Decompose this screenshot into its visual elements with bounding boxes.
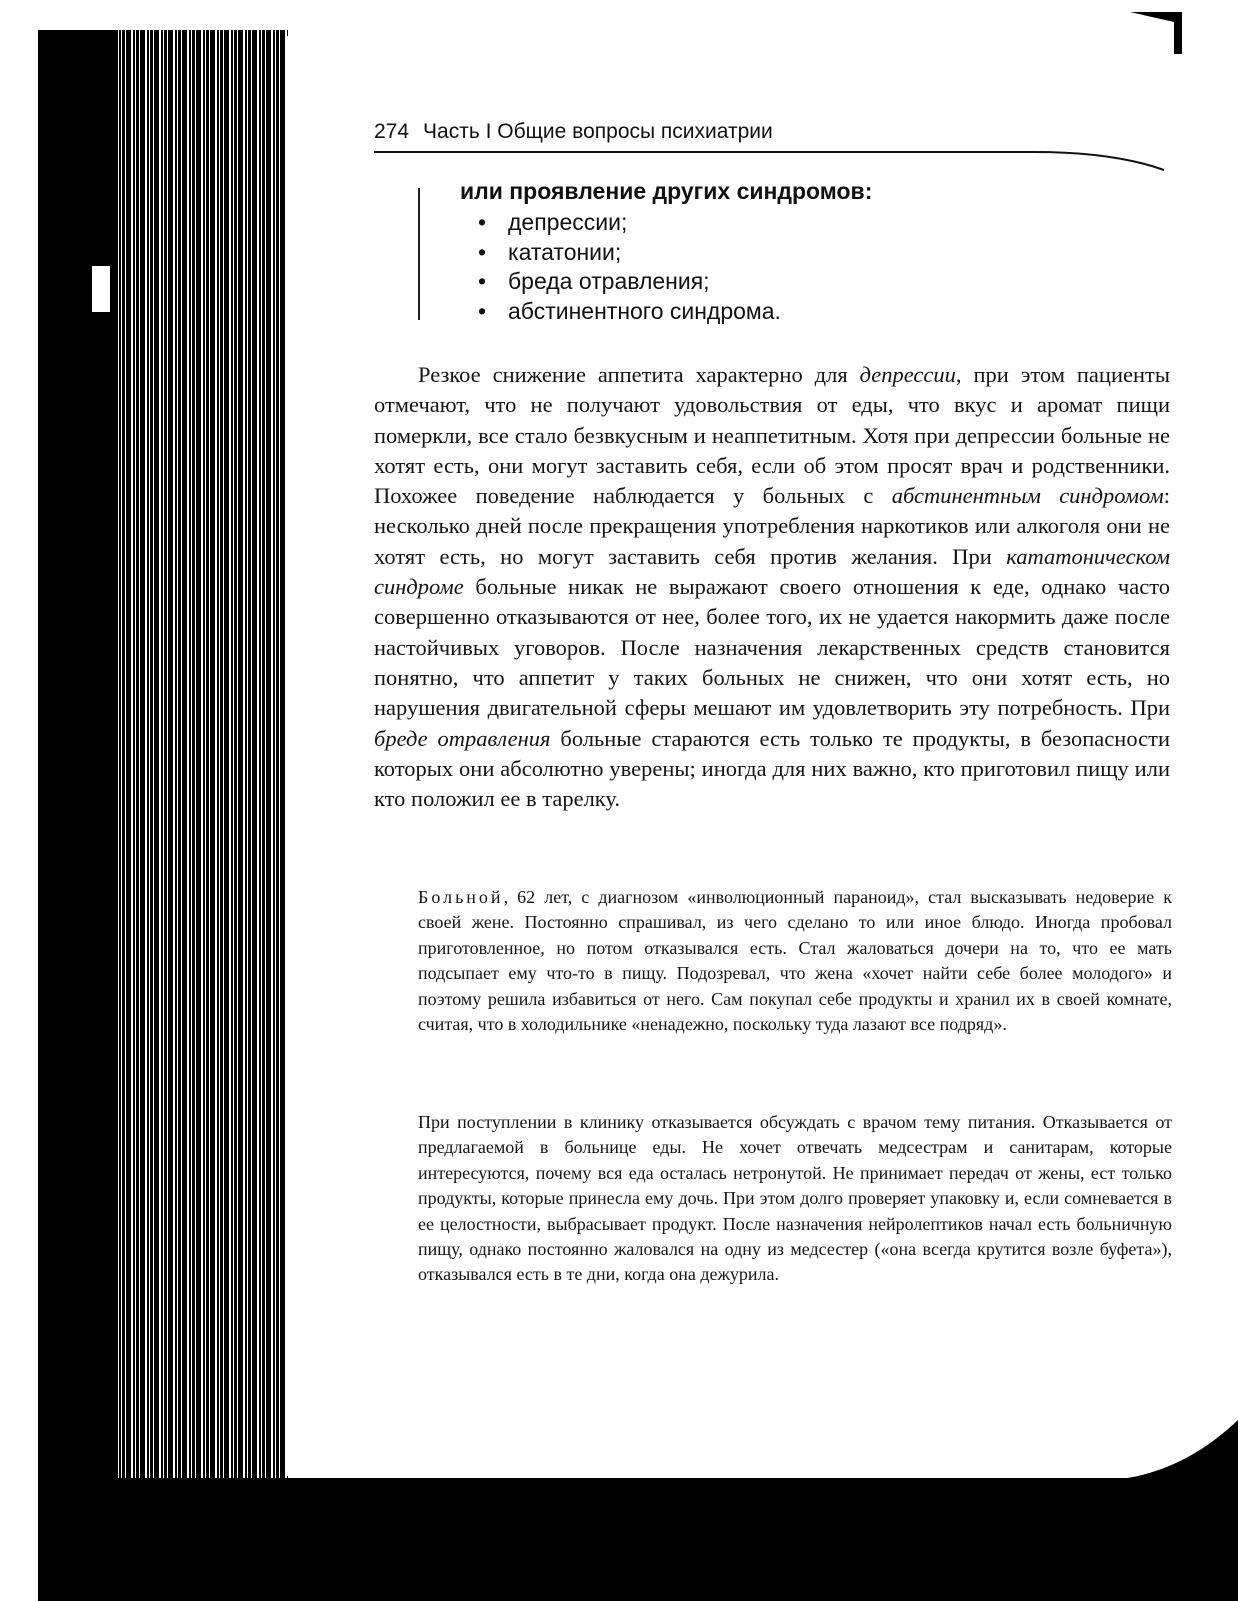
main-paragraph xyxy=(374,360,1170,814)
list-heading: или проявление других синдромов: xyxy=(460,178,873,204)
emphasis-term: бреде отравления xyxy=(374,725,551,751)
spine-notch xyxy=(92,266,110,312)
text-run: Резкое снижение аппетита характерно для xyxy=(418,362,860,387)
list-item: • депрессии; xyxy=(478,208,781,238)
page-number: 274 xyxy=(374,120,410,143)
syndrome-list xyxy=(478,208,781,326)
list-item: • кататонии; xyxy=(478,238,781,268)
text-run: , при этом пациенты отмечают, что не получают удовольствия от еды, что вкус и аромат пищи померкли, все стало безвкусным и неаппетитным. Хотя при депрессии больные не хотят есть, они могут заставить себя, если об этом просят врач и родственники. Похожее поведение наблюдается у больных с xyxy=(374,362,1170,509)
case-study-paragraph: При поступлении в клинику отказывается обсуждать с врачом тему питания. Отказывается от предлагаемой в больнице еды. Не хочет отвечать медсестрам и санитарам, которые интересуются, почему вся еда осталась нетронутой. Не принимает передач от жены, ест только продукты, которые принесла ему дочь. При этом долго проверяет упаковку и, если сомневается в ее целостности, выбрасывает продукт. После назначения нейролептиков начал есть больничную пищу, однако постоянно жаловался на одну из медсестер («она всегда крутится возле буфета»), отказывался есть в те дни, когда она дежурила. xyxy=(418,1112,1172,1285)
running-title: Часть I Общие вопросы психиатрии xyxy=(423,120,773,143)
emphasis-term: депрессии xyxy=(859,362,956,387)
sidebar-margin-line xyxy=(418,188,420,320)
case-study-paragraph xyxy=(418,885,1172,1037)
list-item: • бреда отравления; xyxy=(478,267,781,297)
emphasis-term: кататоническом синдроме xyxy=(374,543,1170,600)
text-run: : несколько дней после прекращения употребления наркотиков или алкоголя они не хотят есть, но могут заставить себя против желания. При xyxy=(374,483,1170,569)
case-lead-word: Больной xyxy=(418,887,504,907)
page-corner-curl xyxy=(1110,1400,1238,1520)
running-header xyxy=(374,120,773,144)
page-corner-mark xyxy=(1130,8,1190,54)
scan-bottom-shadow xyxy=(38,1478,1238,1601)
list-item: • абстинентного синдрома. xyxy=(478,297,781,327)
text-run: больные никак не выражают своего отношения к еде, однако часто совершенно отказываются от нее, более того, их не удается накормить даже после настойчивых уговоров. После назначения лекарственных средств становится понятно, что аппетит у таких больных не снижен, что они хотят есть, но нарушения двигательной сферы мешают им удовлетворить эту потребность. При xyxy=(374,574,1170,721)
scan-margin xyxy=(0,0,40,1601)
emphasis-term: абстинентным синдромом xyxy=(891,483,1164,509)
text-run: больные стараются есть только те продукты, в безопасности которых они абсолютно уверены; иногда для них важно, кто приготовил пищу или кто положил ее в тарелку. xyxy=(374,725,1170,812)
text-run: , 62 лет, с диагнозом «инволюционный параноид», стал высказывать недоверие к своей жене. Постоянно спрашивал, из чего сделано то или иное блюдо. Иногда пробовал приготовленное, но потом отказывался есть. Стал жаловаться дочери на то, что ее мать подсыпает ему что-то в пищу. Подозревал, что жена «хочет найти себе более молодого» и поэтому решила избавиться от него. Сам покупал себе продукты и хранил их в своей комнате, считая, что в холодильнике «ненадежно, поскольку туда лазают все подряд». xyxy=(418,887,1172,1035)
header-rule xyxy=(374,148,1164,178)
